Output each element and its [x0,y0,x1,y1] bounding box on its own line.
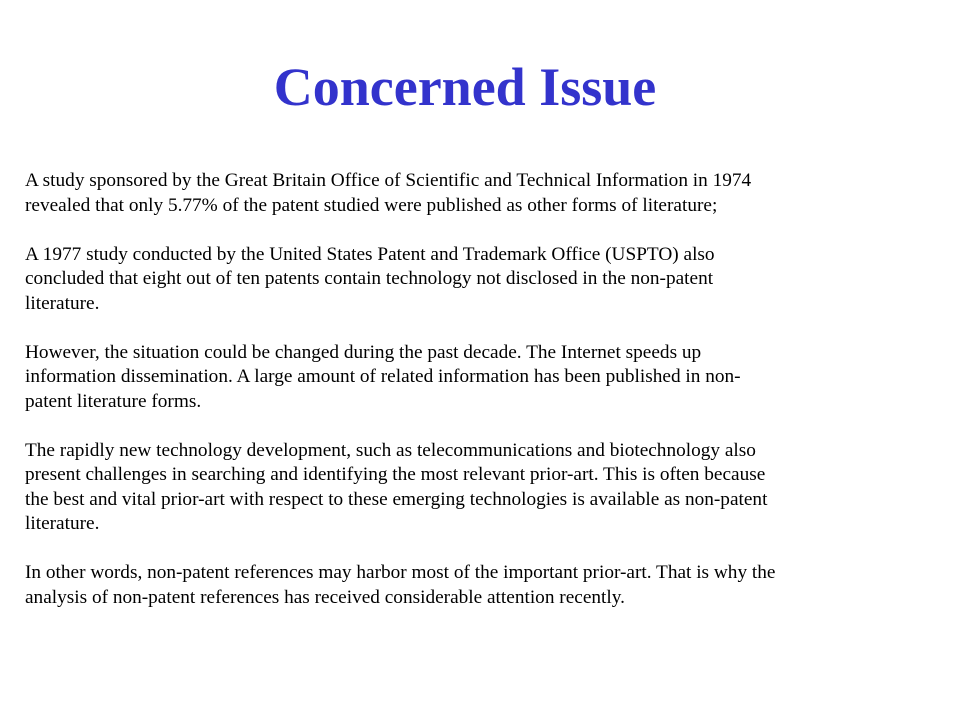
paragraph-conclusion: In other words, non-patent references may harbor most of the important prior-art. That is why the analysis of non-patent references has received considerable attention recently. [25,562,776,608]
paragraph-1977-study: A 1977 study conducted by the United States Patent and Trademark Office (USPTO) also concluded that eight out of ten patents contain technology not disclosed in the non-patent literature. [25,243,715,314]
slide-title: Concerned Issue [273,57,657,117]
paragraph-internet-change: However, the situation could be changed during the past decade. The Internet speeds up information dissemination. A large amount of related information has been published in non- patent literature forms. [25,341,741,412]
slide-body [25,169,960,610]
paragraph-new-technology: The rapidly new technology development, such as telecommunications and biotechnology also present challenges in searching and identifying the most relevant prior-art. This is often because the best and vital prior-art with respect to these emerging technologies is available as non-patent literature. [25,439,768,534]
paragraph-1974-study: A study sponsored by the Great Britain Office of Scientific and Technical Information in 1974 revealed that only 5.77% of the patent studied were published as other forms of literature; [25,170,752,216]
